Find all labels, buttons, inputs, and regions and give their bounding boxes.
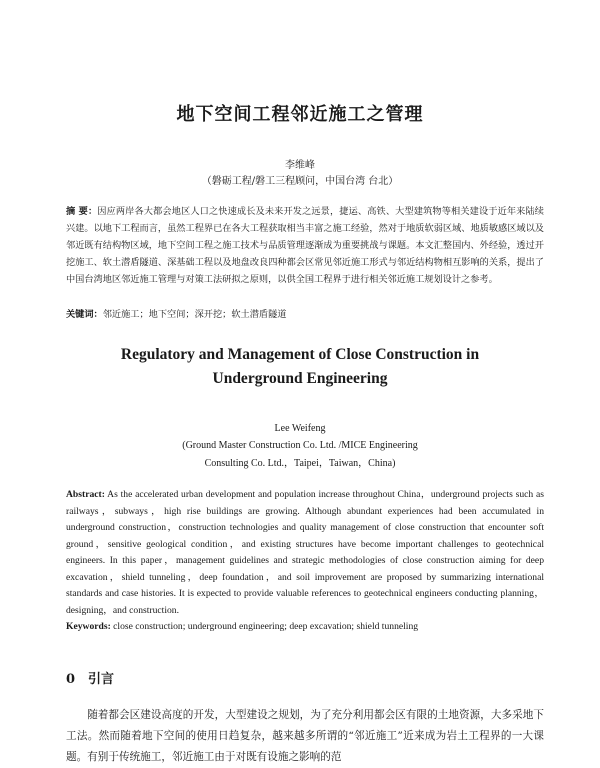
section-heading bbox=[66, 668, 114, 687]
chinese-author: 李维峰 bbox=[285, 160, 315, 171]
chinese-keywords bbox=[66, 308, 544, 322]
chinese-keywords-text: 邻近施工；地下空间；深开挖；软土潜盾隧道 bbox=[102, 309, 287, 320]
chinese-abstract-label: 摘 要： bbox=[66, 206, 98, 217]
english-affiliation-line2: Consulting Co. Ltd.，Taipei，Taiwan，China) bbox=[204, 458, 396, 469]
english-author: Lee Weifeng bbox=[274, 423, 326, 434]
chinese-abstract bbox=[66, 203, 544, 288]
english-keywords-label: Keywords: bbox=[66, 621, 111, 632]
english-abstract-label: Abstract: bbox=[66, 489, 105, 500]
english-abstract bbox=[66, 487, 544, 619]
chinese-keywords-label: 关键词： bbox=[66, 309, 103, 320]
english-title bbox=[80, 343, 520, 391]
section-number: 0 bbox=[66, 672, 76, 687]
english-affiliation-line1: (Ground Master Construction Co. Ltd. /MICE Engineering bbox=[182, 440, 418, 451]
english-title-line2: Underground Engineering bbox=[212, 370, 388, 387]
body-paragraph: 随着都会区建设高度的开发，大型建设之规划，为了充分利用都会区有限的土地资源，大多采地下工法。然而随着地下空间的使用日趋复杂，越来越多所谓的“邻近施工”近来成为岩土工程界的一大课题。有别于传统施工，邻近施工由于对既有设施之影响的范 bbox=[66, 709, 544, 763]
english-abstract-text: As the accelerated urban development and population increase throughout China，underground projects such as railways，subways，high rise buildings are growing. Although abundant experiences had been accumulated in underground construction，construction technologies and quality management of close construction that encounter soft ground，sensitive geological condition，and existing structures have become important challenges to geotechnical engineers. In this paper，management guidelines and strategic methodologies of close construction aiming for deep excavation，shield tunneling，deep foundation，and soil improvement are proposed by summarizing international standards and case histories. It is expected to provide valuable references to geotechnical engineers conducting planning，designing，and construction. bbox=[66, 489, 544, 616]
chinese-affiliation: （磐砺工程/磐工三程顾问，中国台湾 台北） bbox=[201, 176, 399, 187]
english-keywords-text: close construction; underground engineering; deep excavation; shield tunneling bbox=[113, 621, 419, 632]
chinese-abstract-text: 因应两岸各大都会地区人口之快速成长及未来开发之远景，捷运、高铁、大型建筑物等相关建设于近年来陆续兴建。以地下工程而言，虽然工程界已在各大工程获取相当丰富之施工经验，然对于地质软弱区域、地质敏感区域以及邻近既有结构物区域，地下空间工程之施工技术与品质管理逐渐成为重要挑战与课题。本文汇整国内、外经验，透过开挖施工、软土潜盾隧道、深基础工程以及地盘改良四种都会区常见邻近施工形式与邻近结构物相互影响的关系，提出了中国台湾地区邻近施工管理与对策工法研拟之原则，以供全国工程界于进行相关邻近施工规划设计之参考。 bbox=[66, 206, 544, 285]
english-affiliation bbox=[140, 437, 460, 473]
chinese-title: 地下空间工程邻近施工之管理 bbox=[176, 104, 424, 125]
english-title-line1: Regulatory and Management of Close Construction in bbox=[120, 346, 480, 363]
section-title: 引言 bbox=[88, 672, 115, 687]
english-keywords bbox=[66, 620, 544, 634]
